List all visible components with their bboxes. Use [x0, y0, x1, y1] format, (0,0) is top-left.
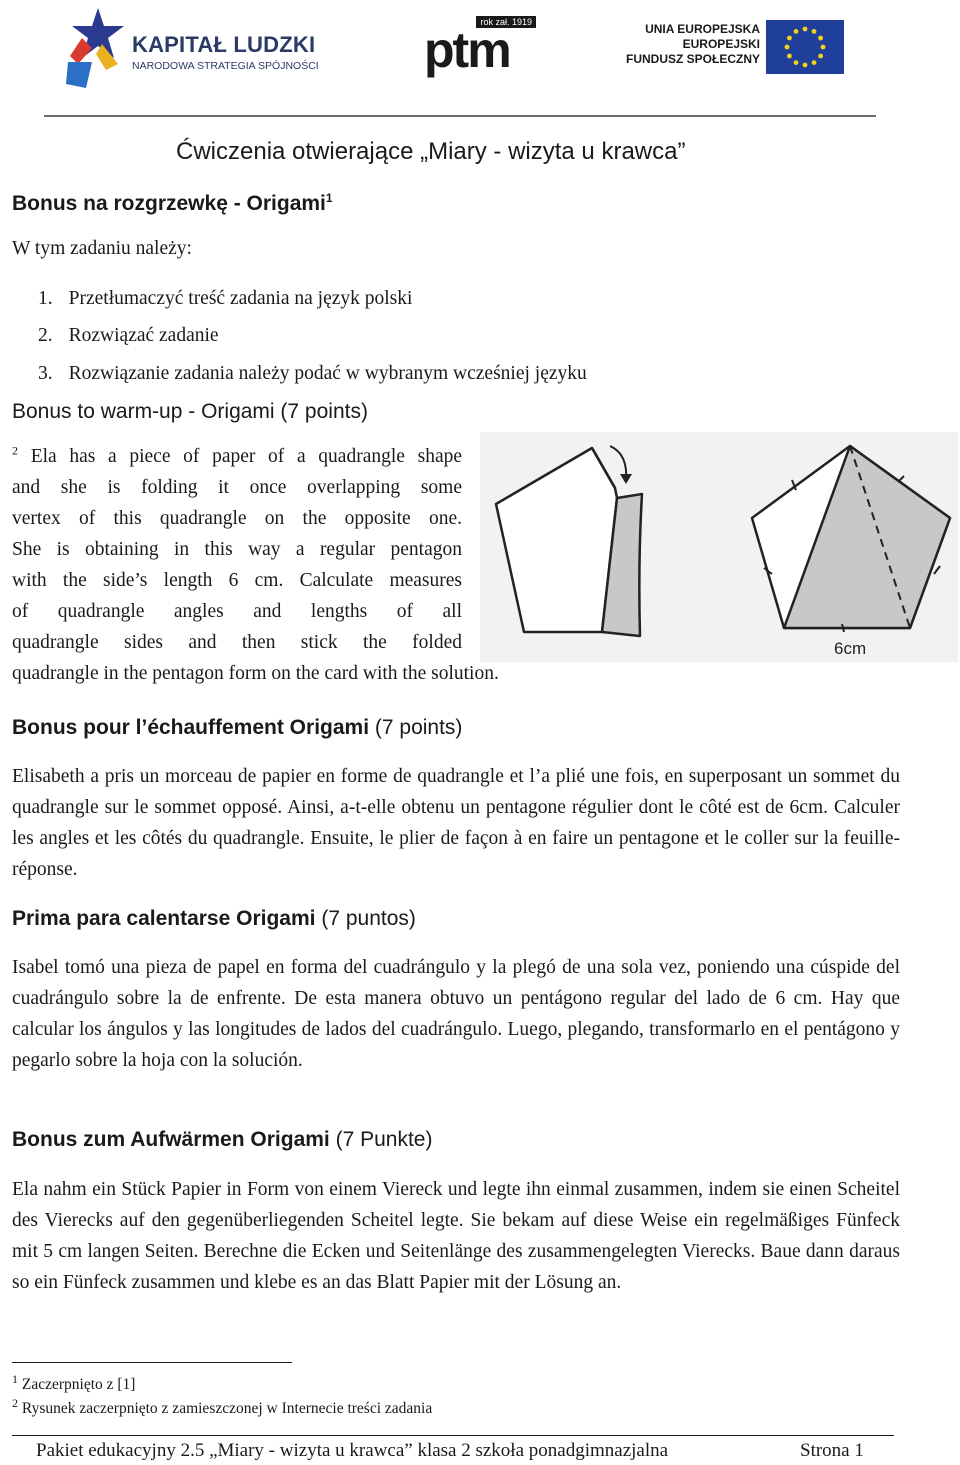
english-line: vertex of this quadrangle on the opposite one.	[12, 508, 462, 529]
footnote	[12, 1371, 136, 1394]
eu-flag-icon	[766, 20, 844, 74]
english-text	[12, 443, 499, 694]
english-line: She is obtaining in this way a regular pentagon	[12, 539, 462, 560]
german-heading	[12, 1128, 432, 1152]
polish-step-text: Rozwiązać zadanie	[68, 325, 219, 346]
english-line: of quadrangle angles and lengths of all	[12, 601, 462, 622]
german-heading-text: Bonus zum Aufwärmen Origami	[12, 1128, 330, 1151]
spanish-heading-points: (7 puntos)	[315, 907, 416, 930]
english-heading-points: (7 points)	[274, 400, 368, 423]
polish-step-text: Rozwiązanie zadania należy podać w wybranym wcześniej języku	[68, 363, 587, 384]
english-heading-text: Bonus to warm-up - Origami	[12, 400, 275, 423]
kapital-ludzki-star-icon	[62, 4, 128, 90]
footer-divider	[12, 1435, 894, 1436]
footer-page-number: Strona 1	[800, 1440, 864, 1461]
english-line: quadrangle sides and then stick the folded	[12, 632, 462, 653]
polish-heading-footnote-ref: 1	[325, 191, 333, 205]
english-line: and she is folding it once overlapping some	[12, 477, 462, 498]
kapital-ludzki-logo	[62, 4, 322, 90]
spanish-text: Isabel tomó una pieza de papel en forma del cuadrángulo y la plegó de una sola vez, poniendo una cúspide del cuadrángulo sobre la de enfrente. De esta manera obtuvo un pentágono regular del lado de 6 cm. Hay que calcular los ángulos y las longitudes de lados del cuadrángulo. Luego, plegando, transformarlo en el pentágono y pegarlo sobre la hoja con la solución.	[12, 957, 900, 1071]
french-heading	[12, 716, 462, 740]
page-title: Ćwiczenia otwierające „Miary - wizyta u krawca”	[176, 138, 686, 165]
eu-line-3: FUNDUSZ SPOŁECZNY	[625, 52, 760, 66]
origami-figure	[480, 432, 958, 662]
eu-line-1: UNIA EUROPEJSKA	[645, 22, 760, 36]
polish-step-number: 3.	[38, 363, 53, 384]
footnote-text: Rysunek zaczerpnięto z zamieszczonej w Internecie treści zadania	[21, 1400, 433, 1417]
footnote-number: 1	[12, 1371, 18, 1386]
ptm-logo	[420, 16, 540, 76]
eu-logo	[625, 20, 848, 74]
german-heading-points: (7 Punkte)	[329, 1128, 433, 1151]
kapital-ludzki-subtitle: NARODOWA STRATEGIA SPÓJNOŚCI	[132, 60, 319, 72]
footnote-divider	[12, 1362, 292, 1363]
english-line: with the side’s length 6 cm. Calculate measures	[12, 570, 462, 591]
spanish-heading-text: Prima para calentarse Origami	[12, 907, 316, 930]
german-text: Ela nahm ein Stück Papier in Form von einem Viereck und legte ihn einmal zusammen, indem sie einen Scheitel des Vierecks auf den gegenüberliegenden Scheitel legte. Sie bekam auf diese Weise ein regelmäßiges Fünfeck mit 5 cm langen Seiten. Berechne die Ecken und Seitenlänge des zusammengelegten Vierecks. Baue dann daraus so ein Fünfeck zusammen und klebe es an das Blatt Papier mit der Lösung an.	[12, 1179, 900, 1293]
polish-step	[38, 325, 219, 347]
footnote-text: Zaczerpnięto z [1]	[21, 1376, 136, 1393]
french-heading-points: (7 points)	[369, 716, 463, 739]
footer-package-title: Pakiet edukacyjny 2.5 „Miary - wizyta u krawca” klasa 2 szkoła ponadgimnazjalna	[36, 1440, 669, 1461]
french-heading-text: Bonus pour l’échauffement Origami	[12, 716, 370, 739]
eu-logo-text	[626, 22, 760, 67]
polish-step	[38, 288, 412, 310]
kapital-ludzki-title: KAPITAŁ LUDZKI	[132, 32, 316, 57]
polish-step-number: 2.	[38, 325, 53, 346]
polish-step-text: Przetłumaczyć treść zadania na język polski	[68, 288, 413, 309]
polish-intro: W tym zadaniu należy:	[12, 238, 192, 259]
french-text: Elisabeth a pris un morceau de papier en forme de quadrangle et l’a plié une fois, en superposant un sommet du quadrangle sur le sommet opposé. Ainsi, a-t-elle obtenu un pentagone régulier dont le côté est de 6cm. Calculer les angles et les côtés du quadrangle. Ensuite, le plier de façon à en faire un pentagone et le coller sur la feuille-réponse.	[12, 766, 900, 880]
eu-line-2: EUROPEJSKI	[682, 37, 760, 51]
figure-side-label: 6cm	[834, 639, 867, 658]
english-heading	[12, 400, 368, 424]
polish-heading	[12, 192, 333, 216]
footnote	[12, 1395, 433, 1418]
english-footnote-ref: 2	[12, 443, 18, 458]
spanish-heading	[12, 907, 416, 931]
footnote-number: 2	[12, 1395, 18, 1410]
polish-heading-text: Bonus na rozgrzewkę - Origami	[12, 192, 326, 215]
polish-step	[38, 363, 587, 385]
header-divider	[44, 115, 876, 117]
english-line: quadrangle in the pentagon form on the card with the solution.	[12, 663, 499, 684]
ptm-year-badge: rok zał. 1919	[476, 16, 536, 28]
ptm-logotype: ptm	[424, 22, 510, 78]
polish-step-number: 1.	[38, 288, 53, 309]
english-line: $^2$ Ela has a piece of paper of a quadrangle shape	[12, 443, 462, 467]
